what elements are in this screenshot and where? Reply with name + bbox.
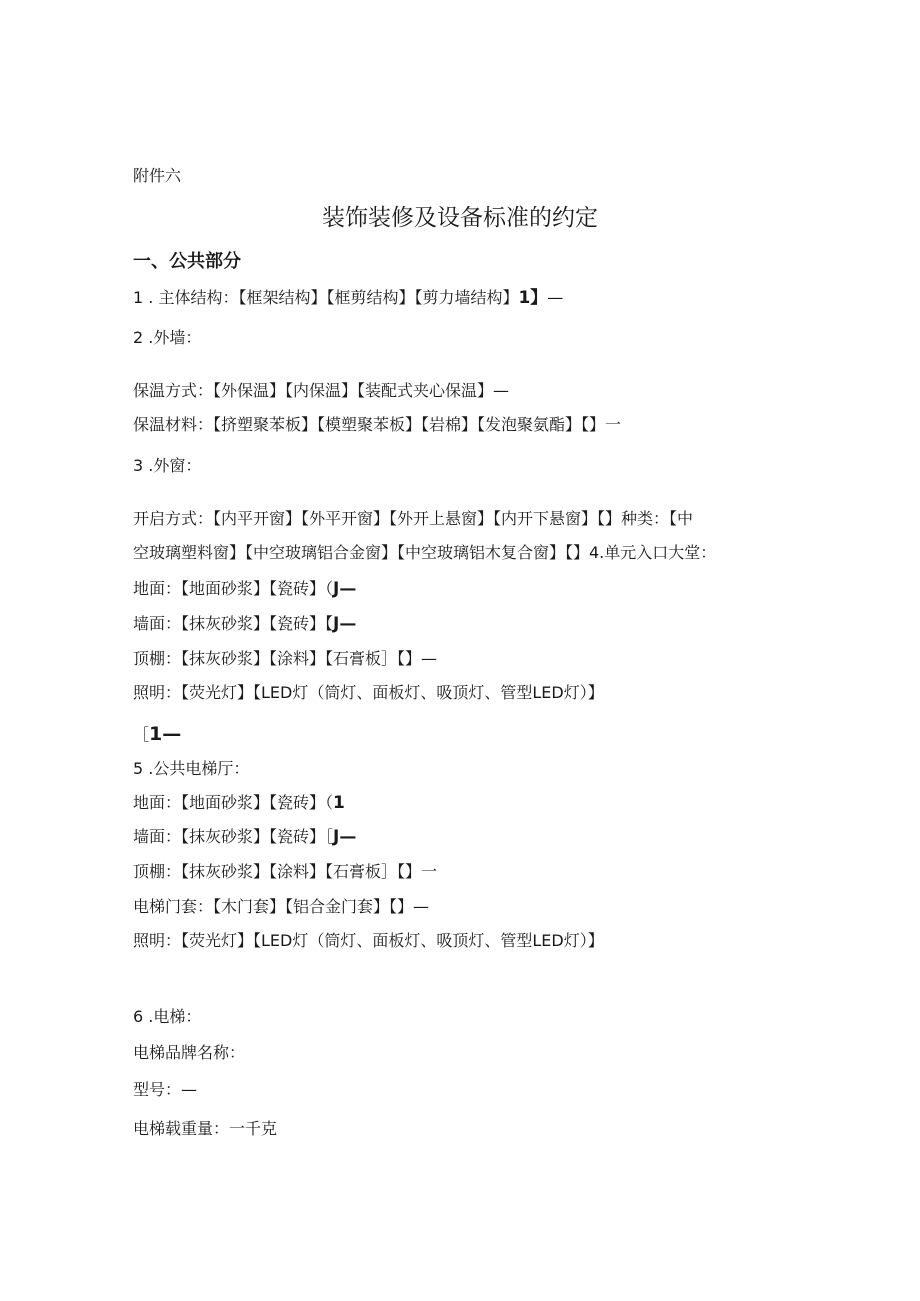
section-heading: 一、公共部分 [133, 251, 241, 272]
insulation-material-line: 保温材料：【挤塑聚苯板】【模塑聚苯板】【岩棉】【发泡聚氨酯】【】一 [133, 415, 622, 434]
exterior-wall-label: 2 .外墙： [133, 328, 202, 347]
exterior-window-label: 3 .外窗： [133, 456, 202, 475]
lobby-lighting-extra-bold: 1— [149, 723, 182, 745]
main-structure-text: 1 . 主体结构：【框架结构】【框剪结构】【剪力墙结构】 [133, 288, 519, 307]
lobby-floor-text: 地面：【地面砂浆】【瓷砖】（ [133, 579, 334, 598]
hall-wall-line [133, 827, 356, 847]
attachment-label: 附件六 [133, 166, 182, 185]
lobby-lighting-extra-text: ［ [133, 725, 150, 744]
hall-floor-bold: 1 [333, 793, 345, 813]
main-structure-bold: 1】 [518, 288, 548, 308]
insulation-method-line: 保温方式：【外保温】【内保温】【装配式夹心保温】— [133, 381, 510, 400]
lobby-wall-bold: J— [333, 614, 357, 634]
lobby-floor-bold: J— [333, 579, 357, 599]
elevator-brand-line: 电梯品牌名称： [133, 1043, 246, 1062]
lobby-lighting-extra [133, 724, 181, 745]
lobby-wall-text: 墙面：【抹灰砂浆】【瓷砖】【 [133, 614, 334, 633]
hall-lighting-line: 照明：【荧光灯】【LED灯（筒灯、面板灯、吸顶灯、管型LED灯）】 [133, 931, 604, 950]
document-title: 装饰装修及设备标准的约定 [322, 205, 598, 231]
elevator-hall-label: 5 .公共电梯厅： [133, 759, 250, 778]
elevator-model-line: 型号：— [133, 1080, 198, 1099]
hall-wall-text: 墙面：【抹灰砂浆】【瓷砖】［ [133, 827, 334, 846]
hall-floor-text: 地面：【地面砂浆】【瓷砖】（ [133, 793, 334, 812]
elevator-load-line: 电梯载重量：一千克 [133, 1119, 278, 1138]
main-structure-line [133, 288, 563, 308]
lobby-floor-line [133, 579, 356, 599]
lobby-lighting-line: 照明：【荧光灯】【LED灯（筒灯、面板灯、吸顶灯、管型LED灯）】 [133, 683, 604, 702]
hall-wall-bold: J— [333, 827, 357, 847]
lobby-wall-line [133, 614, 356, 634]
hall-door-frame-line: 电梯门套：【木门套】【铝合金门套】【】— [133, 897, 430, 916]
hall-floor-line [133, 793, 345, 813]
main-structure-tail: — [547, 288, 564, 307]
window-opening-line-2: 空玻璃塑料窗】【中空玻璃铝合金窗】【中空玻璃铝木复合窗】【】4.单元入口大堂： [133, 543, 717, 562]
window-opening-line-1: 开启方式：【内平开窗】【外平开窗】【外开上悬窗】【内开下悬窗】【】种类：【中 [133, 509, 694, 528]
elevator-label: 6 .电梯： [133, 1007, 202, 1026]
hall-ceiling-line: 顶棚：【抹灰砂浆】【涂料】【石膏板］【】一 [133, 862, 438, 881]
lobby-ceiling-line: 顶棚：【抹灰砂浆】【涂料】【石膏板］【】— [133, 649, 438, 668]
